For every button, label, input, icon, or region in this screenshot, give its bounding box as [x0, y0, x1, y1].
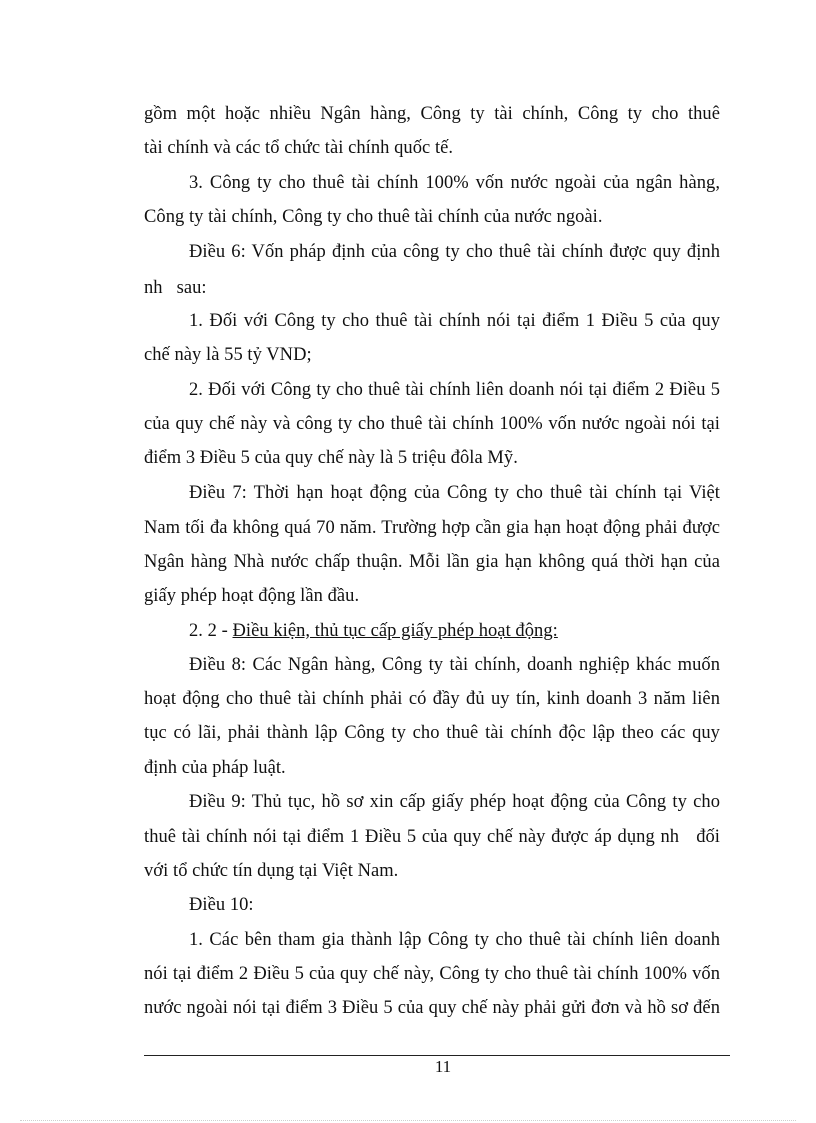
page-number: 11	[434, 1057, 452, 1076]
text-line: Công ty tài chính, Công ty cho thuê tài chính của nước ngoài.	[144, 207, 603, 227]
text-line: Ngân hàng Nhà nước chấp thuận. Mỗi lần gia hạn không quá thời hạn của	[144, 552, 720, 572]
text-line: Điều 7: Thời hạn hoạt động của Công ty cho thuê tài chính tại Việt	[189, 483, 720, 503]
section-number: 2. 2 -	[189, 621, 233, 641]
text-line: Điều 9: Thủ tục, hồ sơ xin cấp giấy phép hoạt động của Công ty cho	[189, 792, 720, 812]
footer-divider	[144, 1055, 730, 1056]
text-line: thuê tài chính nói tại điểm 1 Điều 5 của quy chế này được áp dụng nh đối	[144, 827, 720, 847]
text-line: Điều 8: Các Ngân hàng, Công ty tài chính, doanh nghiệp khác muốn	[189, 655, 720, 675]
page-edge-divider	[20, 1120, 796, 1121]
text-line: tục có lãi, phải thành lập Công ty cho thuê tài chính độc lập theo các quy	[144, 723, 720, 743]
text-line: 1. Đối với Công ty cho thuê tài chính nói tại điểm 1 Điều 5 của quy	[189, 311, 720, 331]
text-line: tài chính và các tổ chức tài chính quốc tế.	[144, 138, 454, 158]
text-line: điểm 3 Điều 5 của quy chế này là 5 triệu đôla Mỹ.	[144, 448, 518, 468]
text-line: chế này là 55 tỷ VND;	[144, 345, 312, 365]
text-line: 2. Đối với Công ty cho thuê tài chính liên doanh nói tại điểm 2 Điều 5	[189, 380, 720, 400]
text-line: định của pháp luật.	[144, 758, 286, 778]
text-line: hoạt động cho thuê tài chính phải có đầy đủ uy tín, kinh doanh 3 năm liên	[144, 689, 720, 709]
text-line: Điều 6: Vốn pháp định của công ty cho thuê tài chính được quy định	[189, 242, 720, 262]
text-line: Nam tối đa không quá 70 năm. Trường hợp cần gia hạn hoạt động phải được	[144, 518, 720, 538]
text-line: của quy chế này và công ty cho thuê tài chính 100% vốn nước ngoài nói tại	[144, 414, 720, 434]
section-title: Điều kiện, thủ tục cấp giấy phép hoạt động:	[232, 621, 558, 641]
text-line: gồm một hoặc nhiều Ngân hàng, Công ty tài chính, Công ty cho thuê	[144, 104, 720, 124]
text-line: Điều 10:	[189, 895, 254, 915]
text-line: nói tại điểm 2 Điều 5 của quy chế này, Công ty cho thuê tài chính 100% vốn	[144, 964, 720, 984]
text-line: nước ngoài nói tại điểm 3 Điều 5 của quy chế này phải gửi đơn và hồ sơ đến	[144, 998, 720, 1018]
text-line: 1. Các bên tham gia thành lập Công ty cho thuê tài chính liên doanh	[189, 930, 720, 950]
text-line: nh sau:	[144, 278, 207, 298]
text-line: giấy phép hoạt động lần đầu.	[144, 586, 360, 606]
section-heading	[189, 620, 558, 642]
text-line: 3. Công ty cho thuê tài chính 100% vốn nước ngoài của ngân hàng,	[189, 173, 720, 193]
text-line: với tổ chức tín dụng tại Việt Nam.	[144, 861, 399, 881]
